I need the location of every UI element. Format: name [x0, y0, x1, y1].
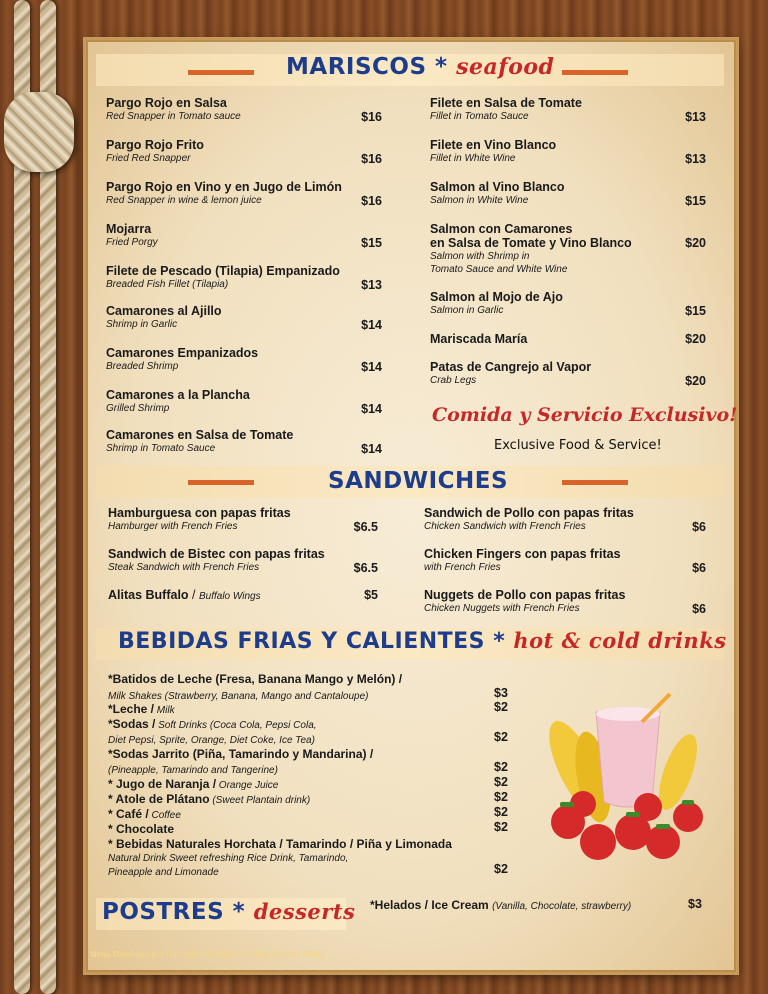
item-description: Steak Sandwich with French Fries: [108, 562, 260, 573]
drink-name: *Sodas Jarrito (Piña, Tamarindo y Mandarina) /: [108, 747, 374, 761]
drink-name: *Sodas /: [108, 717, 156, 731]
drink-line: [108, 822, 174, 836]
header-stripe: [188, 480, 254, 485]
item-price: $16: [361, 110, 382, 124]
header-stripe: [562, 480, 628, 485]
drink-description: Soft Drinks (Coca Cola, Pepsi Cola,: [155, 720, 317, 731]
item-price: $20: [685, 332, 706, 346]
drink-description: Milk Shakes (Strawberry, Banana, Mango and Cantaloupe): [108, 691, 369, 702]
header-stripe: [188, 70, 254, 75]
sandwich-item: [108, 588, 261, 602]
drink-price: $2: [494, 775, 508, 789]
item-name: Mariscada María: [430, 332, 528, 346]
item-name: Camarones al Ajillo: [106, 304, 222, 318]
sandwich-item: [108, 506, 291, 533]
drink-line: [108, 792, 310, 806]
drink-line: [108, 864, 219, 878]
drink-name: * Chocolate: [108, 822, 175, 836]
item-name: Pargo Rojo Frito: [106, 138, 204, 152]
drink-description: Natural Drink Sweet refreshing Rice Drink, Tamarindo,: [108, 853, 349, 864]
menu-item: [106, 428, 293, 455]
item-name: Sandwich de Pollo con papas fritas: [424, 506, 634, 520]
menu-item: [106, 304, 222, 331]
item-name-line: [108, 588, 261, 602]
item-price: $14: [361, 318, 382, 332]
item-name: Mojarra: [106, 222, 152, 236]
item-price: $13: [361, 278, 382, 292]
sandwich-item: [424, 506, 634, 533]
item-description: Shrimp in Garlic: [106, 319, 178, 330]
drink-description: Milk: [154, 705, 175, 716]
drink-description: (Sweet Plantain drink): [209, 795, 311, 806]
item-description: Fillet in Tomato Sauce: [430, 111, 529, 122]
item-name: Chicken Fingers con papas fritas: [424, 547, 621, 561]
item-price: $15: [361, 236, 382, 250]
item-name: Hamburguesa con papas fritas: [108, 506, 291, 520]
separator: /: [188, 588, 199, 602]
drink-name: *Batidos de Leche (Fresa, Banana Mango y Melón) /: [108, 672, 403, 686]
ice-cream-price: $3: [688, 897, 702, 911]
item-description: Shrimp in Tomato Sauce: [106, 443, 216, 454]
menu-item: [106, 96, 241, 123]
item-description: Chicken Sandwich with French Fries: [424, 521, 586, 532]
drink-description: (Pineapple, Tamarindo and Tangerine): [108, 765, 278, 776]
drink-line: [108, 777, 278, 791]
bebidas-title: BEBIDAS FRIAS Y CALIENTES * hot & cold drinks: [118, 628, 727, 654]
item-name: Camarones a la Plancha: [106, 388, 250, 402]
item-name: Pargo Rojo en Salsa: [106, 96, 227, 110]
postres-title: POSTRES * desserts: [102, 899, 356, 925]
item-description: Fried Porgy: [106, 237, 158, 248]
ice-cream-item: *Helados / Ice Cream (Vanilla, Chocolate, strawberry): [370, 898, 632, 912]
item-price: $15: [685, 304, 706, 318]
menu-paper: [86, 40, 736, 972]
item-price: $13: [685, 110, 706, 124]
milkshake-fruit-image: [538, 692, 708, 872]
menu-item: [106, 222, 158, 249]
drink-price: $2: [494, 760, 508, 774]
item-description: Fillet in White Wine: [430, 153, 516, 164]
item-description: Salmon with Shrimp in: [430, 251, 530, 262]
item-description: Buffalo Wings: [198, 591, 261, 602]
item-name: Pargo Rojo en Vino y en Jugo de Limón: [106, 180, 342, 194]
item-name: Camarones Empanizados: [106, 346, 259, 360]
drink-line: [108, 850, 348, 864]
drink-line: [108, 807, 181, 821]
drink-line: [108, 672, 402, 686]
item-price: $6: [692, 520, 706, 534]
item-price: $16: [361, 194, 382, 208]
item-price: $16: [361, 152, 382, 166]
menu-item: [106, 388, 250, 415]
item-description: Salmon in White Wine: [430, 195, 529, 206]
item-name: Nuggets de Pollo con papas fritas: [424, 588, 626, 602]
item-description: Breaded Fish Fillet (Tilapia): [106, 279, 229, 290]
rope-knot-decoration: [4, 92, 74, 172]
item-price: $6: [692, 561, 706, 575]
drink-description: Coffee: [148, 810, 181, 821]
menu-item: [430, 332, 527, 346]
item-description: Crab Legs: [430, 375, 477, 386]
drink-line: [108, 762, 278, 776]
menu-item: [430, 290, 563, 317]
item-price: $20: [685, 374, 706, 388]
drink-description: Orange Juice: [216, 780, 279, 791]
drink-description: Diet Pepsi, Sprite, Orange, Diet Coke, Ice Tea): [108, 735, 315, 746]
sandwich-item: [424, 547, 621, 574]
item-description: Grilled Shrimp: [106, 403, 170, 414]
drink-line: [108, 688, 369, 702]
item-name: Patas de Cangrejo al Vapor: [430, 360, 592, 374]
sandwich-item: [108, 547, 325, 574]
footer-credit: Menu Diseñado por RJD 609-510-9016 © Puerto Barrios 5/2/12: [90, 950, 325, 959]
drink-price: $3: [494, 686, 508, 700]
drink-line: [108, 732, 315, 746]
item-price: $6: [692, 602, 706, 616]
drink-name: * Jugo de Naranja /: [108, 777, 217, 791]
menu-item: [106, 346, 258, 373]
drink-line: [108, 837, 452, 851]
menu-item: [430, 180, 565, 207]
item-name: Salmon al Vino Blanco: [430, 180, 565, 194]
drink-description: Pineapple and Limonade: [108, 867, 219, 878]
item-price: $14: [361, 360, 382, 374]
drink-name: * Atole de Plátano: [108, 792, 210, 806]
item-price: $14: [361, 442, 382, 456]
drink-price: $2: [494, 805, 508, 819]
menu-item: [106, 180, 342, 207]
mariscos-title: MARISCOS * seafood: [286, 54, 555, 80]
drink-price: $2: [494, 820, 508, 834]
item-price: $14: [361, 402, 382, 416]
tagline-english: Exclusive Food & Service!: [494, 438, 662, 453]
item-description: Hamburger with French Fries: [108, 521, 238, 532]
item-price: $5: [364, 588, 378, 602]
item-name: Salmon al Mojo de Ajo: [430, 290, 563, 304]
item-description-line2: Tomato Sauce and White Wine: [430, 264, 568, 275]
tagline-spanish: Comida y Servicio Exclusivo!: [432, 404, 738, 426]
header-stripe: [562, 70, 628, 75]
drink-line: [108, 717, 317, 731]
item-name: Alitas Buffalo: [108, 588, 189, 602]
item-description: Breaded Shrimp: [106, 361, 179, 372]
drink-name: *Leche /: [108, 702, 155, 716]
drink-name: * Café /: [108, 807, 149, 821]
menu-item: [430, 222, 632, 276]
drink-price: $2: [494, 700, 508, 714]
item-price: $15: [685, 194, 706, 208]
item-description: Chicken Nuggets with French Fries: [424, 603, 580, 614]
menu-item: [106, 138, 204, 165]
item-name: Filete en Vino Blanco: [430, 138, 557, 152]
item-name: Filete en Salsa de Tomate: [430, 96, 582, 110]
item-description: Red Snapper in wine & lemon juice: [106, 195, 262, 206]
drink-name: * Bebidas Naturales Horchata / Tamarindo / Piña y Limonada: [108, 837, 452, 851]
item-price: $6.5: [353, 561, 378, 575]
drink-price: $2: [494, 862, 508, 876]
item-price: $6.5: [353, 520, 378, 534]
item-price: $13: [685, 152, 706, 166]
item-description: Salmon in Garlic: [430, 305, 504, 316]
item-name: Salmon con Camarones: [430, 222, 573, 236]
item-description: with French Fries: [424, 562, 501, 573]
sandwich-item: [424, 588, 625, 615]
sandwiches-title: SANDWICHES: [328, 468, 509, 494]
item-name: Filete de Pescado (Tilapia) Empanizado: [106, 264, 340, 278]
item-description: Red Snapper in Tomato sauce: [106, 111, 241, 122]
menu-item: [430, 138, 556, 165]
menu-item: [430, 360, 591, 387]
menu-item: [430, 96, 582, 123]
item-price: $20: [685, 236, 706, 250]
item-description: Fried Red Snapper: [106, 153, 191, 164]
drink-line: [108, 747, 373, 761]
item-name: Camarones en Salsa de Tomate: [106, 428, 294, 442]
drink-price: $2: [494, 730, 508, 744]
menu-item: [106, 264, 340, 291]
item-name: Sandwich de Bistec con papas fritas: [108, 547, 325, 561]
drink-price: $2: [494, 790, 508, 804]
item-name-line2: en Salsa de Tomate y Vino Blanco: [430, 236, 632, 250]
drink-line: [108, 702, 175, 716]
